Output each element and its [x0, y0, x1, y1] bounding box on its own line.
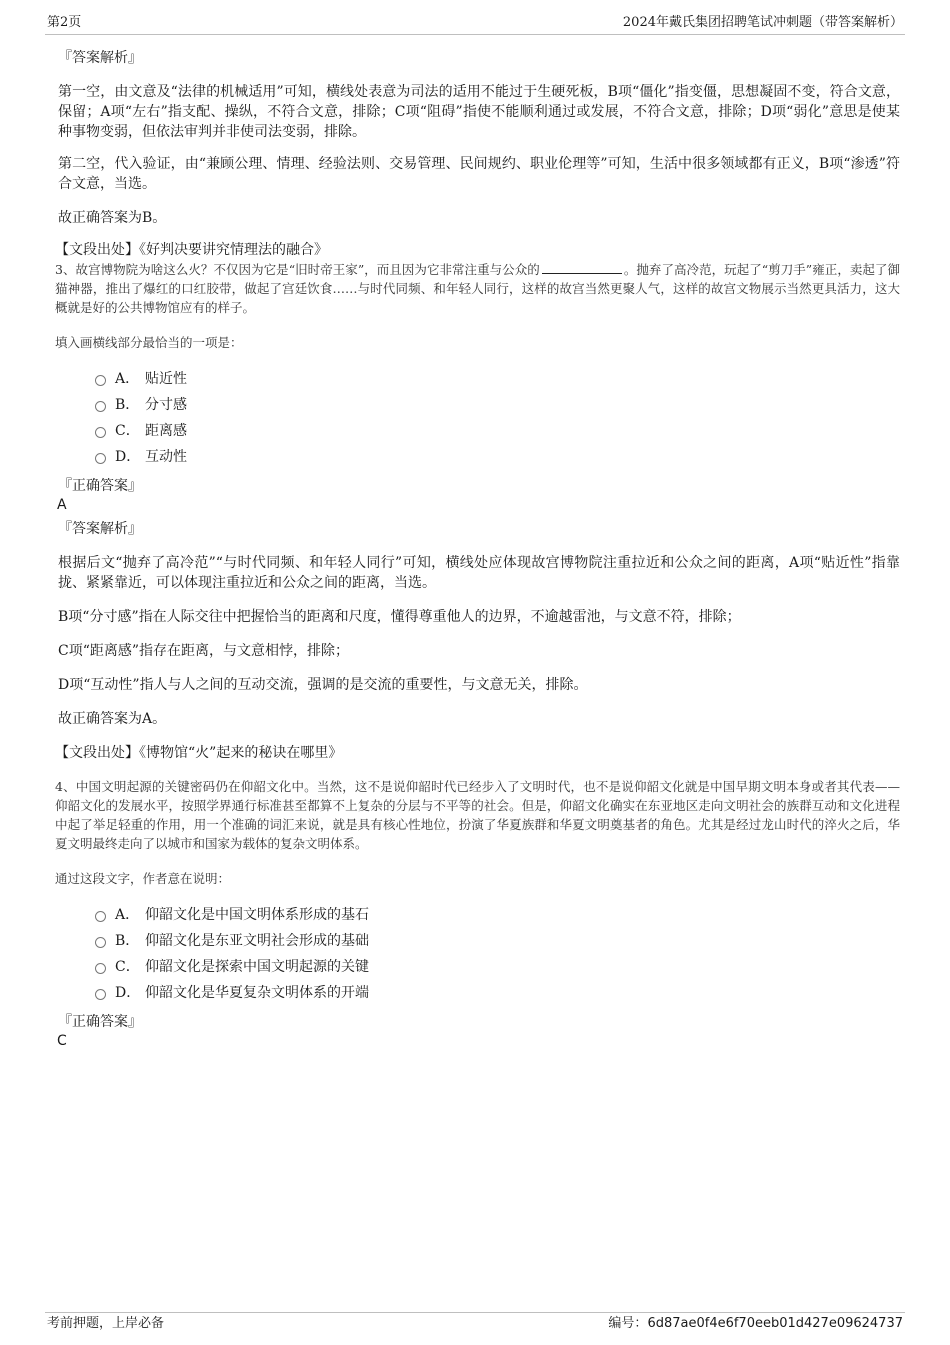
q4-option-b[interactable]	[95, 928, 900, 954]
option-text: 仰韶文化是华夏复杂文明体系的开端	[145, 985, 369, 1001]
radio-icon[interactable]	[95, 937, 106, 948]
document-code	[608, 1315, 903, 1333]
option-letter: C．	[115, 423, 140, 439]
q3-stem	[55, 260, 900, 317]
q4-option-a[interactable]	[95, 902, 900, 928]
document-title: 2024年戴氏集团招聘笔试冲刺题（带答案解析）	[622, 15, 903, 30]
radio-icon[interactable]	[95, 375, 106, 386]
document-code-label: 编号：	[608, 1316, 648, 1331]
option-text: 仰韶文化是东亚文明社会形成的基础	[145, 933, 369, 949]
q3-analysis-paragraph-1: 根据后文“抛弃了高冷范”“与时代同频、和年轻人同行”可知，横线处应体现故宫博物院注重拉近和公众之间的距离，A项“贴近性”指靠拢、紧紧靠近，可以体现注重拉近和公众之间的距离，当选。	[58, 555, 900, 591]
q3-answer: A	[57, 497, 67, 513]
q3-stem-after: 。抛弃了高冷范，玩起了“剪刀手”雍正，卖起了御猫神器，推出了爆红的口红胶带，做起了宫廷饮食……与时代同频、和年轻人同行，这样的故宫当然更聚人气，这样的故宫文物展示当然更具活力，这大概就是好的公共博物馆应有的样子。	[55, 262, 900, 315]
q4-stem: 4、中国文明起源的关键密码仍在仰韶文化中。当然，这不是说仰韶时代已经步入了文明时代，也不是说仰韶文化就是中国早期文明本身或者其代表——仰韶文化的发展水平，按照学界通行标准甚至都算不上复杂的分层与不平等的社会。但是，仰韶文化确实在东亚地区走向文明社会的族群互动和文化进程中起了举足轻重的作用，用一个准确的词汇来说，就是具有核心性地位，扮演了华夏族群和华夏文明奠基者的角色。尤其是经过龙山时代的淬火之后，华夏文明最终走向了以城市和国家为载体的复杂文明体系。	[55, 779, 900, 851]
option-letter: B．	[115, 397, 140, 413]
option-text: 分寸感	[145, 397, 187, 413]
q4-answer: C	[57, 1033, 67, 1049]
q3-answer-label: 『正确答案』	[58, 478, 142, 494]
option-letter: A．	[115, 907, 140, 923]
q4-prompt: 通过这段文字，作者意在说明：	[55, 871, 231, 886]
q3-prompt: 填入画横线部分最恰当的一项是：	[55, 335, 243, 350]
q4-option-d[interactable]	[95, 980, 900, 1006]
q2-conclusion: 故正确答案为B。	[58, 210, 167, 226]
option-letter: D．	[115, 985, 141, 1001]
q3-stem-before: 3、故宫博物院为啥这么火？不仅因为它是“旧时帝王家”，而且因为它非常注重与公众的	[55, 262, 540, 277]
radio-icon[interactable]	[95, 427, 106, 438]
option-letter: C．	[115, 959, 140, 975]
q3-source: 【文段出处】《博物馆“火”起来的秘诀在哪里》	[55, 745, 343, 761]
option-letter: D．	[115, 449, 141, 465]
option-letter: B．	[115, 933, 140, 949]
radio-icon[interactable]	[95, 911, 106, 922]
option-letter: A．	[115, 371, 140, 387]
page-footer	[45, 1312, 905, 1333]
q3-analysis-paragraph-4: D项“互动性”指人与人之间的互动交流，强调的是交流的重要性，与文意无关，排除。	[58, 677, 588, 693]
option-text: 距离感	[145, 423, 187, 439]
radio-icon[interactable]	[95, 401, 106, 412]
q3-analysis-label: 『答案解析』	[58, 521, 142, 537]
radio-icon[interactable]	[95, 453, 106, 464]
q2-source: 【文段出处】《好判决要讲究情理法的融合》	[55, 242, 328, 258]
q3-conclusion: 故正确答案为A。	[58, 711, 167, 727]
q2-analysis-paragraph-1: 第一空，由文意及“法律的机械适用”可知，横线处表意为司法的适用不能过于生硬死板，B项“僵化”指变僵，思想凝固不变，符合文意，保留；A项“左右”指支配、操纵，不符合文意，排除；C项“阻碍”指使不能顺利通过或发展，不符合文意，排除；D项“弱化”意思是使某种事物变弱，但依法审判并非使司法变弱，排除。	[58, 84, 900, 140]
page-content	[55, 44, 900, 1051]
page-number: 第2页	[47, 15, 82, 30]
option-text: 仰韶文化是中国文明体系形成的基石	[145, 907, 369, 923]
q4-answer-label: 『正确答案』	[58, 1014, 142, 1030]
q3-option-c[interactable]	[95, 418, 900, 444]
q4-option-c[interactable]	[95, 954, 900, 980]
q3-analysis-paragraph-2: B项“分寸感”指在人际交往中把握恰当的距离和尺度，懂得尊重他人的边界，不逾越雷池，与文意不符，排除；	[58, 609, 741, 625]
q2-analysis-paragraph-2: 第二空，代入验证，由“兼顾公理、情理、经验法则、交易管理、民间规约、职业伦理等”可知，生活中很多领域都有正义，B项“渗透”符合文意，当选。	[58, 156, 900, 192]
footer-slogan: 考前押题，上岸必备	[47, 1316, 165, 1331]
q3-options	[95, 366, 900, 470]
q3-analysis-paragraph-3: C项“距离感”指存在距离，与文意相悖，排除；	[58, 643, 350, 659]
q4-options	[95, 902, 900, 1006]
option-text: 贴近性	[145, 371, 187, 387]
q3-blank	[542, 261, 622, 274]
q2-analysis-label: 『答案解析』	[58, 50, 142, 66]
option-text: 互动性	[145, 449, 187, 465]
document-code-value: 6d87ae0f4e6f70eeb01d427e09624737	[647, 1316, 903, 1331]
radio-icon[interactable]	[95, 989, 106, 1000]
radio-icon[interactable]	[95, 963, 106, 974]
page-header	[45, 14, 905, 35]
q3-option-a[interactable]	[95, 366, 900, 392]
q3-option-d[interactable]	[95, 444, 900, 470]
option-text: 仰韶文化是探索中国文明起源的关键	[145, 959, 369, 975]
q3-option-b[interactable]	[95, 392, 900, 418]
